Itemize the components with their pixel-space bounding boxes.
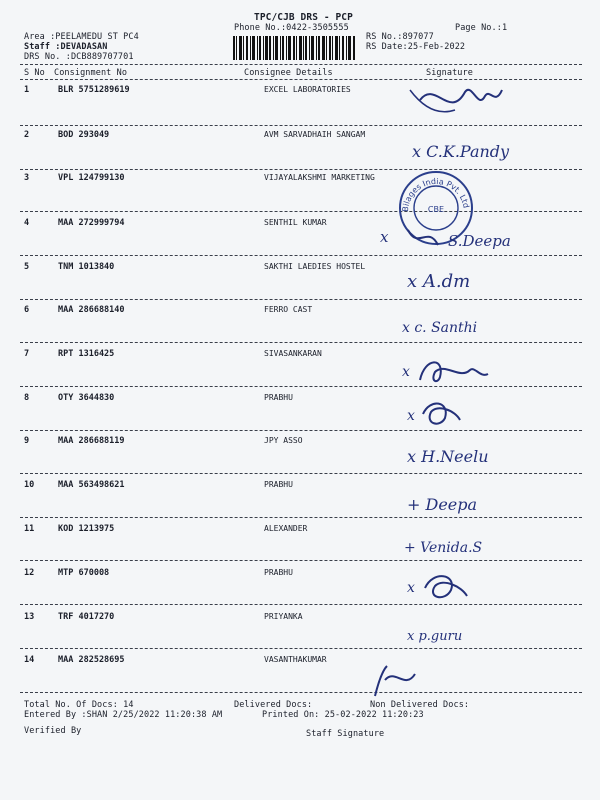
row-sno: 7 bbox=[24, 349, 30, 359]
row-sno: 9 bbox=[24, 436, 30, 446]
signature-row-4 bbox=[378, 220, 548, 256]
svg-text:x H.Neelu: x H.Neelu bbox=[407, 447, 489, 466]
row-divider bbox=[20, 648, 582, 649]
table-row bbox=[0, 262, 600, 308]
row-sno: 1 bbox=[24, 85, 30, 95]
row-consignee: PRABHU bbox=[264, 568, 293, 577]
row-consignee: PRABHU bbox=[264, 393, 293, 402]
row-consignment-no: BLR 5751289619 bbox=[58, 85, 130, 95]
page-number: Page No.:1 bbox=[455, 23, 508, 33]
stamp-center-text: CBE bbox=[427, 205, 445, 214]
staff-signature: Staff Signature bbox=[306, 729, 385, 739]
row-divider bbox=[20, 211, 582, 212]
table-row bbox=[0, 305, 600, 351]
row-consignment-no: TNM 1013840 bbox=[58, 262, 115, 272]
row-consignee: SIVASANKARAN bbox=[264, 349, 322, 358]
row-consignment-no: RPT 1316425 bbox=[58, 349, 115, 359]
row-sno: 14 bbox=[24, 655, 35, 665]
row-consignment-no: OTY 3644830 bbox=[58, 393, 115, 403]
row-divider bbox=[20, 473, 582, 474]
svg-text:x: x bbox=[407, 580, 415, 596]
phone-number: Phone No.:0422-3505555 bbox=[234, 23, 349, 33]
row-consignee: EXCEL LABORATORIES bbox=[264, 85, 351, 94]
divider bbox=[20, 64, 582, 65]
row-consignment-no: MAA 286688140 bbox=[58, 305, 125, 315]
row-consignment-no: MTP 670008 bbox=[58, 568, 110, 578]
table-row bbox=[0, 568, 600, 614]
row-divider bbox=[20, 342, 582, 343]
table-row bbox=[0, 393, 600, 439]
rs-number: RS No.:897077 bbox=[366, 32, 434, 42]
row-consignee: SENTHIL KUMAR bbox=[264, 218, 327, 227]
row-divider bbox=[20, 299, 582, 300]
row-sno: 5 bbox=[24, 262, 30, 272]
row-consignment-no: TRF 4017270 bbox=[58, 612, 115, 622]
row-consignee: ALEXANDER bbox=[264, 524, 308, 533]
row-divider bbox=[20, 692, 582, 693]
signature-row-1 bbox=[380, 70, 520, 128]
row-consignment-no: VPL 124799130 bbox=[58, 173, 125, 183]
row-sno: 10 bbox=[24, 480, 35, 490]
stamp-ring-text: Bilages India Pvt. Ltd bbox=[400, 176, 471, 213]
signature-row-12 bbox=[405, 568, 485, 606]
row-sno: 11 bbox=[24, 524, 35, 534]
row-consignee: PRIYANKA bbox=[264, 612, 303, 621]
row-consignment-no: MAA 286688119 bbox=[58, 436, 125, 446]
row-sno: 12 bbox=[24, 568, 35, 578]
row-consignee: AVM SARVADHAIH SANGAM bbox=[264, 130, 366, 139]
table-row bbox=[0, 349, 600, 395]
entered-by: Entered By :SHAN 2/25/2022 11:20:38 AM bbox=[24, 710, 223, 720]
staff-label: Staff :DEVADASAN bbox=[24, 42, 108, 52]
table-row bbox=[0, 655, 600, 701]
row-divider bbox=[20, 169, 582, 170]
svg-text:x: x bbox=[407, 408, 415, 424]
row-sno: 2 bbox=[24, 130, 30, 140]
row-consignee: FERRO CAST bbox=[264, 305, 313, 314]
svg-text:x: x bbox=[402, 364, 410, 380]
column-header-consignee: Consignee Details bbox=[244, 68, 333, 78]
svg-text:+ Venida.S: + Venida.S bbox=[404, 540, 483, 556]
row-consignment-no: BOD 293049 bbox=[58, 130, 110, 140]
sheet-title: TPC/CJB DRS - PCP bbox=[254, 12, 353, 23]
row-consignment-no: MAA 282528695 bbox=[58, 655, 125, 665]
row-consignee: VIJAYALAKSHMI MARKETING bbox=[264, 173, 375, 182]
printed-on: Printed On: 25-02-2022 11:20:23 bbox=[262, 710, 424, 720]
row-divider bbox=[20, 430, 582, 431]
svg-text:x C.K.Pandy: x C.K.Pandy bbox=[412, 142, 510, 161]
area-label: Area :PEELAMEDU ST PC4 bbox=[24, 32, 139, 42]
signature-row-2 bbox=[410, 135, 530, 169]
svg-text:+ Deepa: + Deepa bbox=[407, 495, 478, 514]
drs-number: DRS No. :DCB889707701 bbox=[24, 52, 134, 62]
row-sno: 8 bbox=[24, 393, 30, 403]
column-header-signature: Signature bbox=[426, 68, 473, 78]
row-consignee: PRABHU bbox=[264, 480, 293, 489]
barcode-image bbox=[233, 36, 355, 60]
signature-row-14 bbox=[365, 660, 425, 700]
column-header-sno: S No bbox=[24, 68, 45, 78]
table-row bbox=[0, 173, 600, 219]
svg-text:S.Deepa: S.Deepa bbox=[448, 232, 511, 250]
svg-text:x p.guru: x p.guru bbox=[407, 629, 463, 644]
signature-row-10 bbox=[405, 486, 515, 520]
svg-text:x: x bbox=[380, 228, 389, 246]
signature-row-5 bbox=[405, 265, 485, 297]
row-divider bbox=[20, 560, 582, 561]
verified-by: Verified By bbox=[24, 726, 82, 736]
svg-text:x c. Santhi: x c. Santhi bbox=[402, 320, 478, 336]
rs-date: RS Date:25-Feb-2022 bbox=[366, 42, 466, 52]
signature-row-13 bbox=[405, 618, 525, 648]
total-docs: Total No. Of Docs: 14 bbox=[24, 700, 134, 710]
row-consignment-no: KOD 1213975 bbox=[58, 524, 115, 534]
signature-row-9 bbox=[405, 436, 535, 470]
row-consignee: SAKTHI LAEDIES HOSTEL bbox=[264, 262, 366, 271]
signature-row-6 bbox=[400, 312, 510, 340]
svg-text:x A.dm: x A.dm bbox=[407, 271, 471, 292]
row-divider bbox=[20, 604, 582, 605]
row-sno: 6 bbox=[24, 305, 30, 315]
signature-row-11 bbox=[402, 530, 512, 560]
delivered-docs: Delivered Docs: bbox=[234, 700, 313, 710]
row-consignee: JPY ASSO bbox=[264, 436, 303, 445]
row-consignment-no: MAA 563498621 bbox=[58, 480, 125, 490]
signature-row-7 bbox=[400, 352, 500, 388]
row-sno: 4 bbox=[24, 218, 30, 228]
column-header-consignment: Consignment No bbox=[54, 68, 128, 78]
row-sno: 13 bbox=[24, 612, 35, 622]
row-sno: 3 bbox=[24, 173, 30, 183]
row-consignee: VASANTHAKUMAR bbox=[264, 655, 327, 664]
signature-row-8 bbox=[405, 396, 475, 430]
non-delivered-docs: Non Delivered Docs: bbox=[370, 700, 470, 710]
row-consignment-no: MAA 272999794 bbox=[58, 218, 125, 228]
